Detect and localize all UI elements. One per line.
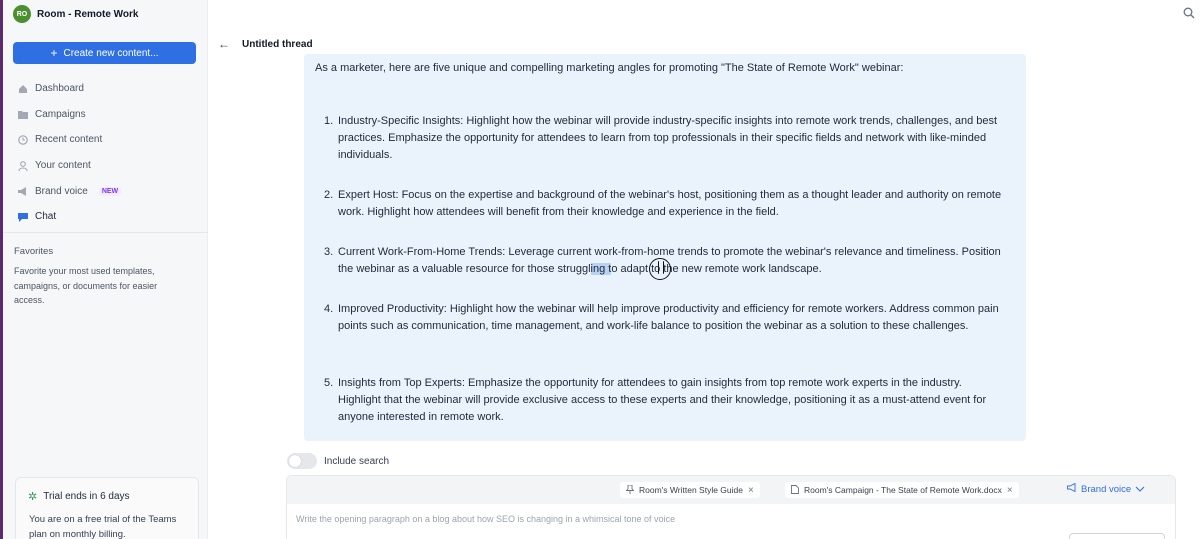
include-search-row: [287, 453, 389, 469]
include-search-label: Include search: [324, 455, 390, 467]
sidebar-item-label: Chat: [35, 211, 57, 223]
sidebar-item-dashboard[interactable]: [13, 76, 203, 102]
sidebar-item-recent-content[interactable]: [13, 127, 203, 153]
prompt-input[interactable]: Write the opening paragraph on a blog about how SEO is changing in a whimsical tone of voice: [296, 514, 676, 524]
text-after-selection: o adapt to the new remote work landscape.: [611, 263, 822, 276]
text-selection: ing t: [590, 263, 612, 276]
list-number: 4.: [324, 303, 334, 315]
thread-title: Untitled thread: [242, 38, 313, 50]
list-item: [324, 375, 1004, 427]
document-icon: [791, 485, 799, 496]
sidebar-item-brand-voice[interactable]: [13, 178, 203, 204]
list-text: [338, 244, 1004, 278]
list-number: 3.: [324, 246, 334, 258]
list-item: [324, 187, 1004, 221]
close-icon[interactable]: ×: [747, 484, 754, 496]
list-item: [324, 301, 1004, 335]
favorites-description: Favorite your most used templates, campaigns, or documents for easier access.: [14, 266, 158, 305]
megaphone-icon: [1067, 483, 1077, 495]
sparkle-icon: ✲: [28, 491, 38, 503]
sidebar-item-label: Recent content: [35, 134, 103, 146]
campaign-doc-chip[interactable]: [785, 482, 1019, 498]
sidebar-item-chat[interactable]: [13, 204, 203, 230]
create-content-button[interactable]: [13, 42, 196, 64]
list-item: [324, 113, 1004, 165]
sidebar: [3, 0, 208, 539]
list-text: Insights from Top Experts: Emphasize the opportunity for attendees to gain insights from top remote work experts in the industry. Highlight that the webinar will provide exclusive access to these experts and their knowledge, positioning it as a must-attend event for anyone interested in remote work.: [338, 377, 987, 424]
text-cursor-icon: [649, 258, 671, 280]
trial-title-row: [28, 490, 130, 503]
workspace-switcher[interactable]: [13, 5, 139, 23]
megaphone-icon: [17, 186, 28, 197]
sidebar-item-your-content[interactable]: [13, 153, 203, 179]
include-search-toggle[interactable]: [287, 453, 317, 469]
list-text: Expert Host: Focus on the expertise and background of the webinar's host, positioning them as a thought leader and authority on remote work. Highlight how attendees will benefit from their knowledge and experience in the field.: [338, 189, 1002, 219]
trial-card: [15, 477, 199, 539]
sidebar-item-campaigns[interactable]: [13, 102, 203, 128]
workspace-name: Room - Remote Work: [37, 8, 139, 20]
folder-icon: [17, 109, 28, 120]
brand-voice-dropdown[interactable]: [1067, 483, 1145, 495]
list-text: Improved Productivity: Highlight how the webinar will help improve productivity and efficiency for remote workers. Address common pain points such as communication, time management, and work-life balance to position the webinar as a solution to these challenges.: [338, 303, 999, 333]
close-icon[interactable]: ×: [1006, 484, 1013, 496]
plus-icon: +: [50, 46, 58, 60]
thread-header: [218, 37, 313, 51]
text-before-selection: Current Work-From-Home Trends: Leverage current work-from-home trends to promote the webinar's relevance and timeliness. Position the webinar as a valuable resource for those struggl: [338, 246, 1001, 276]
create-content-label: Create new content...: [63, 47, 159, 59]
trial-description: You are on a free trial of the Teams plan on monthly billing.: [29, 514, 177, 539]
search-icon[interactable]: [1183, 6, 1197, 20]
trial-title: Trial ends in 6 days: [43, 491, 130, 502]
workspace-avatar: RO: [13, 5, 31, 23]
sidebar-item-label: Campaigns: [35, 108, 86, 120]
list-number: 1.: [324, 115, 334, 127]
composer: [286, 475, 1176, 539]
chip-label: Room's Campaign - The State of Remote Work.docx: [804, 485, 1002, 495]
back-arrow-icon[interactable]: ←: [218, 37, 230, 51]
style-guide-chip[interactable]: [620, 482, 760, 498]
list-number: 5.: [324, 377, 334, 389]
home-icon: [17, 83, 28, 94]
pin-icon: [626, 485, 634, 496]
sidebar-divider: [3, 232, 208, 233]
composer-action-button[interactable]: [1069, 533, 1165, 539]
assistant-message: [304, 54, 1026, 441]
sidebar-item-label: Your content: [35, 160, 91, 172]
message-intro: As a marketer, here are five unique and compelling marketing angles for promoting "The State of Remote Work" webinar:: [315, 62, 904, 74]
user-icon: [17, 160, 28, 171]
list-text: Industry-Specific Insights: Highlight how the webinar will provide industry-specific insights into remote work trends, challenges, and best practices. Emphasize the opportunity for attendees to learn from top professionals in their specific fields and network with like-minded individuals.: [338, 115, 998, 162]
chip-label: Room's Written Style Guide: [639, 485, 743, 495]
list-number: 2.: [324, 189, 334, 201]
new-badge: NEW: [99, 187, 121, 196]
composer-toolbar: [287, 476, 1175, 504]
sidebar-item-label: Brand voice: [35, 185, 88, 197]
chat-icon: [17, 211, 28, 222]
chevron-down-icon: [1135, 484, 1145, 495]
brand-voice-label: Brand voice: [1081, 483, 1132, 495]
clock-icon: [17, 134, 28, 145]
sidebar-nav: [13, 76, 203, 230]
favorites-title: Favorites: [14, 246, 54, 257]
sidebar-item-label: Dashboard: [35, 83, 84, 95]
